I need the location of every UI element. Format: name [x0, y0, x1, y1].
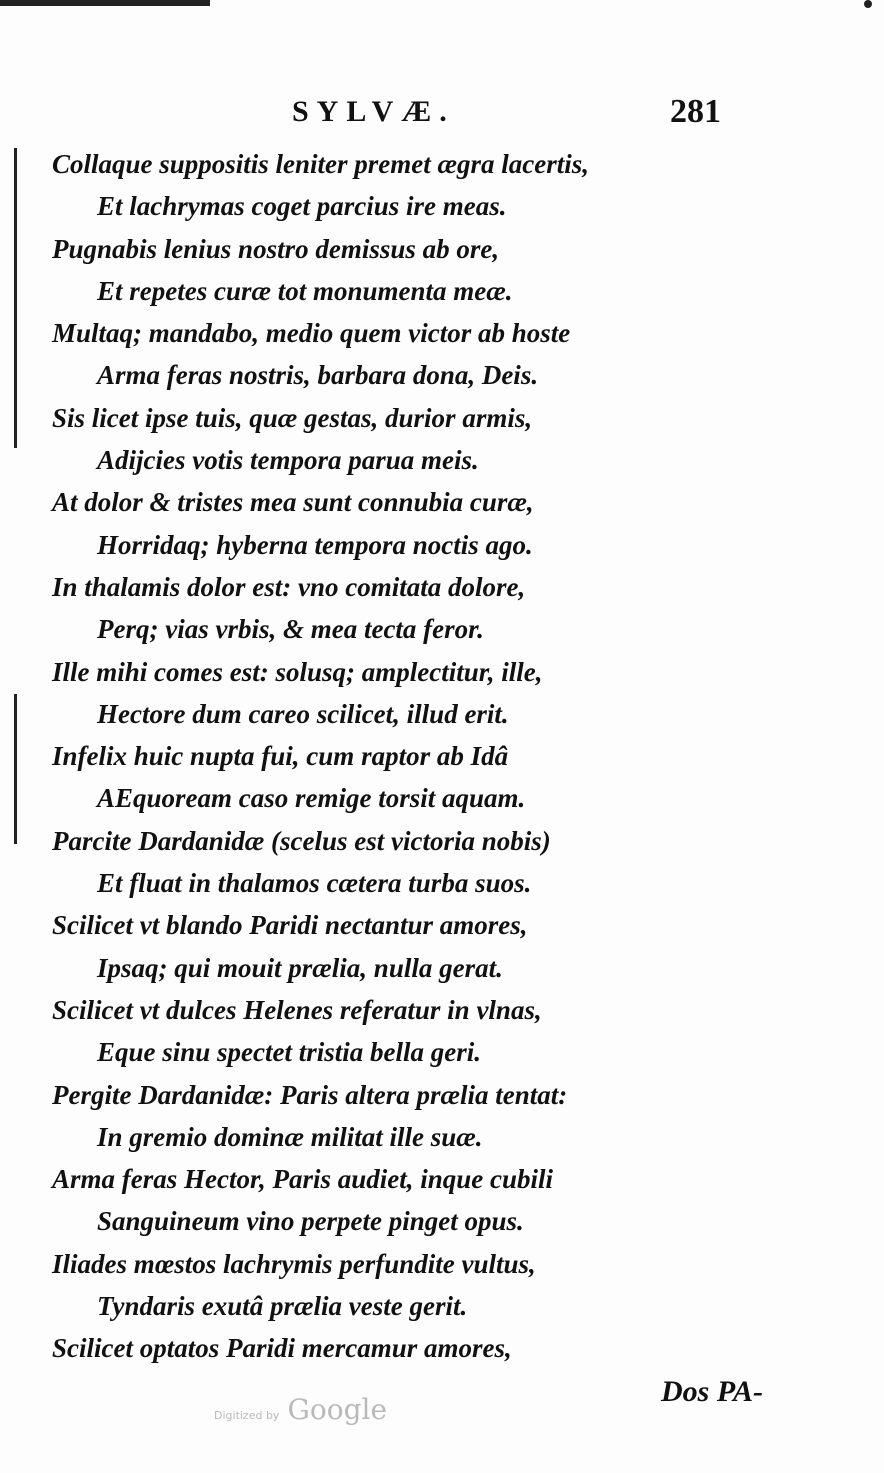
verse-line: Ipsaq; qui mouit prælia, nulla gerat. [97, 952, 503, 983]
verse-line: Tyndaris exutâ prælia veste gerit. [97, 1291, 468, 1322]
verse-line: Hectore dum careo scilicet, illud erit. [97, 698, 509, 729]
verse-line: Et lachrymas coget parcius ire meas. [97, 191, 507, 222]
digitization-watermark [214, 1393, 387, 1426]
verse-line: In gremio dominæ militat ille suæ. [97, 1121, 483, 1152]
page-header [0, 95, 884, 139]
verse-line: Pugnabis lenius nostro demissus ab ore, [52, 233, 500, 264]
verse-line: Horridaq; hyberna tempora noctis ago. [97, 529, 533, 560]
verse-line: Sanguineum vino perpete pinget opus. [97, 1206, 524, 1237]
verse-line: Parcite Dardanidæ (scelus est victoria nobis) [52, 825, 551, 856]
verse-line: Infelix huic nupta fui, cum raptor ab Idâ [52, 741, 509, 772]
verse-line: AEquoream caso remige torsit aquam. [97, 783, 526, 814]
verse-line: Eque sinu spectet tristia bella geri. [97, 1037, 482, 1068]
watermark-prefix: Digitized by [214, 1409, 280, 1422]
page-edge-mark [864, 0, 872, 8]
verse-line: Et repetes curæ tot monumenta meæ. [97, 275, 513, 306]
verse-line: Multaq; mandabo, medio quem victor ab hoste [52, 318, 571, 349]
verse-line: In thalamis dolor est: vno comitata dolore, [52, 571, 526, 602]
watermark-brand: Google [287, 1393, 388, 1426]
page-edge-mark [0, 0, 210, 6]
verse-line: Arma feras nostris, barbara dona, Deis. [97, 360, 539, 391]
verse-line: Scilicet vt blando Paridi nectantur amores, [52, 910, 528, 941]
verse-line: Ille mihi comes est: solusq; amplectitur, ille, [52, 656, 543, 687]
verse-line: Scilicet vt dulces Helenes referatur in vlnas, [52, 994, 542, 1025]
verse-line: Iliades mœstos lachrymis perfundite vultus, [52, 1248, 536, 1279]
verse-line: Perq; vias vrbis, & mea tecta feror. [97, 614, 484, 645]
verse-line: Pergite Dardanidæ: Paris altera prælia tentat: [52, 1079, 568, 1110]
verse-line: Arma feras Hector, Paris audiet, inque cubili [52, 1164, 554, 1195]
verse-line: Et fluat in thalamos cætera turba suos. [97, 868, 532, 899]
verse-line: At dolor & tristes mea sunt connubia curæ, [52, 487, 534, 518]
running-head: SYLVÆ. [292, 95, 455, 128]
verse-line: Collaque suppositis leniter premet ægra lacertis, [52, 149, 590, 179]
page-number: 281 [670, 93, 721, 130]
verse-block [0, 143, 884, 1370]
verse-line: Scilicet optatos Paridi mercamur amores, [52, 1333, 512, 1364]
verse-line: Sis licet ipse tuis, quæ gestas, durior armis, [52, 402, 533, 433]
verse-line: Adijcies votis tempora parua meis. [97, 445, 479, 476]
catchword: Dos PA- [661, 1375, 763, 1408]
